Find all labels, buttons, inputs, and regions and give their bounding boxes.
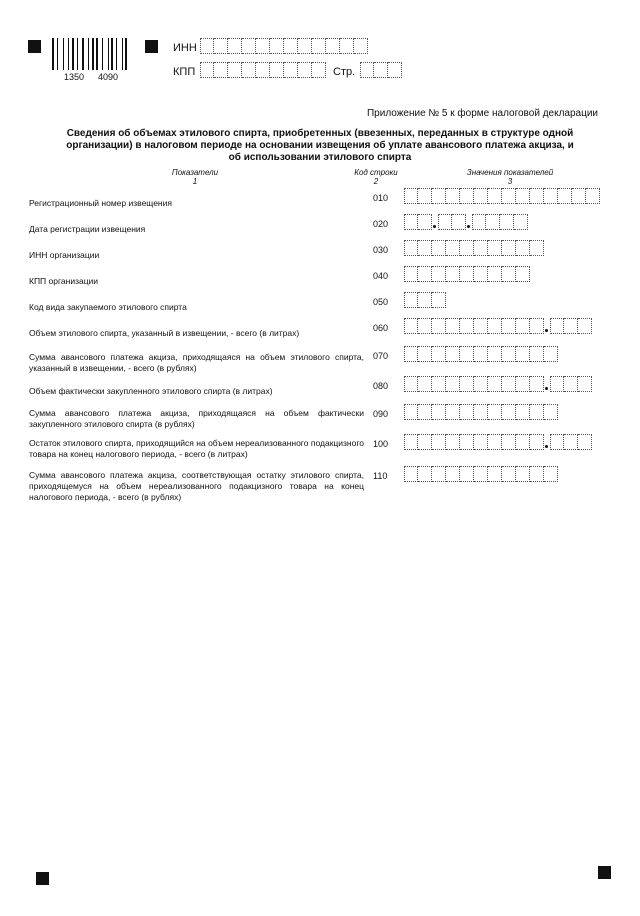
input-cell[interactable] <box>460 404 474 420</box>
input-cell[interactable] <box>472 214 486 230</box>
input-cell[interactable] <box>502 404 516 420</box>
page-number-field[interactable] <box>360 62 402 78</box>
input-cell[interactable] <box>418 466 432 482</box>
registration-marker-bottom-right <box>598 866 611 879</box>
inn-field[interactable] <box>200 38 368 54</box>
input-cell[interactable] <box>460 376 474 392</box>
input-cell[interactable] <box>460 188 474 204</box>
input-cell[interactable] <box>516 434 530 450</box>
row-label: ИНН организации <box>29 250 100 260</box>
input-cell[interactable] <box>446 466 460 482</box>
row-code: 020 <box>373 219 389 229</box>
registration-marker-bottom-left <box>36 872 49 885</box>
input-cell[interactable] <box>586 188 600 204</box>
input-cell[interactable] <box>530 434 544 450</box>
input-cell[interactable] <box>432 434 446 450</box>
page-label: Стр. <box>333 66 356 78</box>
input-cell[interactable] <box>502 240 516 256</box>
row-code: 080 <box>373 381 389 391</box>
input-cell[interactable] <box>270 38 284 54</box>
input-cell[interactable] <box>404 318 418 334</box>
row-code: 100 <box>373 439 389 449</box>
input-cell[interactable] <box>488 346 502 362</box>
input-cell[interactable] <box>432 266 446 282</box>
input-cell[interactable] <box>544 346 558 362</box>
input-cell[interactable] <box>572 188 586 204</box>
input-cell[interactable] <box>488 404 502 420</box>
input-cell[interactable] <box>404 266 418 282</box>
row-code: 070 <box>373 351 389 361</box>
row-code: 050 <box>373 297 389 307</box>
input-cell[interactable] <box>474 318 488 334</box>
column-header-values: Значения показателей 3 <box>466 168 554 186</box>
input-cell[interactable] <box>488 266 502 282</box>
input-cell[interactable] <box>432 188 446 204</box>
input-cell[interactable] <box>516 404 530 420</box>
input-cell[interactable] <box>516 266 530 282</box>
row-label: Сумма авансового платежа акциза, соответствующая остатку этилового спирта, приходящемуся на объем нереализованного подакцизного товара на конец налогового периода, - всего (в рублях) <box>29 470 364 502</box>
input-cell[interactable] <box>284 38 298 54</box>
input-cell[interactable] <box>578 434 592 450</box>
input-cell[interactable] <box>544 188 558 204</box>
input-cell[interactable] <box>530 466 544 482</box>
row-label: Объем фактически закупленного этилового спирта (в литрах) <box>29 386 273 396</box>
input-cell[interactable] <box>360 62 374 78</box>
input-cell[interactable] <box>418 434 432 450</box>
org-inn-field[interactable] <box>404 240 544 256</box>
notice-number-field[interactable] <box>404 188 600 204</box>
org-kpp-field[interactable] <box>404 266 530 282</box>
input-cell[interactable] <box>446 240 460 256</box>
row-code: 010 <box>373 193 389 203</box>
input-cell[interactable] <box>404 292 418 308</box>
row-code: 110 <box>373 471 388 481</box>
input-cell[interactable] <box>418 346 432 362</box>
row-label: Сумма авансового платежа акциза, приходящаяся на объем этилового спирта, указанный в извещении, - всего (в рублях) <box>29 352 364 373</box>
input-cell[interactable] <box>502 266 516 282</box>
column-header-code: Код строки 2 <box>354 168 398 186</box>
input-cell[interactable] <box>500 214 514 230</box>
input-cell[interactable] <box>200 38 214 54</box>
column-header-indicators: Показатели 1 <box>171 168 219 186</box>
decimal-separator <box>544 434 550 450</box>
input-cell[interactable] <box>516 240 530 256</box>
input-cell[interactable] <box>502 318 516 334</box>
actual-advance-payment-field[interactable] <box>404 404 558 420</box>
input-cell[interactable] <box>516 376 530 392</box>
inn-label: ИНН <box>173 42 197 54</box>
input-cell[interactable] <box>228 38 242 54</box>
input-cell[interactable] <box>474 404 488 420</box>
input-cell[interactable] <box>404 346 418 362</box>
input-cell[interactable] <box>452 214 466 230</box>
input-cell[interactable] <box>418 318 432 334</box>
row-label: КПП организации <box>29 276 99 286</box>
input-cell[interactable] <box>418 404 432 420</box>
input-cell[interactable] <box>446 266 460 282</box>
input-cell[interactable] <box>432 404 446 420</box>
row-label: Дата регистрации извещения <box>29 224 146 234</box>
input-cell[interactable] <box>516 318 530 334</box>
input-cell[interactable] <box>550 434 564 450</box>
input-cell[interactable] <box>460 318 474 334</box>
input-cell[interactable] <box>474 434 488 450</box>
input-cell[interactable] <box>298 62 312 78</box>
input-cell[interactable] <box>242 62 256 78</box>
input-cell[interactable] <box>474 266 488 282</box>
input-cell[interactable] <box>404 188 418 204</box>
registration-marker-top-right <box>145 40 158 53</box>
input-cell[interactable] <box>460 266 474 282</box>
input-cell[interactable] <box>564 434 578 450</box>
row-label: Сумма авансового платежа акциза, приходящаяся на объем фактически закупленного этилового спирта (в рублях) <box>29 408 364 429</box>
input-cell[interactable] <box>404 240 418 256</box>
input-cell[interactable] <box>564 318 578 334</box>
input-cell[interactable] <box>432 376 446 392</box>
input-cell[interactable] <box>474 188 488 204</box>
input-cell[interactable] <box>488 240 502 256</box>
input-cell[interactable] <box>242 38 256 54</box>
input-cell[interactable] <box>578 376 592 392</box>
input-cell[interactable] <box>474 346 488 362</box>
row-code: 060 <box>373 323 389 333</box>
decimal-separator <box>544 318 550 334</box>
input-cell[interactable] <box>544 466 558 482</box>
registration-marker-top-left <box>28 40 41 53</box>
input-cell[interactable] <box>502 346 516 362</box>
input-cell[interactable] <box>326 38 340 54</box>
input-cell[interactable] <box>530 376 544 392</box>
input-cell[interactable] <box>214 62 228 78</box>
input-cell[interactable] <box>474 376 488 392</box>
form-title: Сведения об объемах этилового спирта, приобретенных (ввезенных, переданных в структуре одной организации) в налоговом периоде на основании извещения об уплате авансового платежа акциза, и об использовании этилового спирта <box>66 128 574 163</box>
input-cell[interactable] <box>432 240 446 256</box>
input-cell[interactable] <box>388 62 402 78</box>
input-cell[interactable] <box>404 376 418 392</box>
input-cell[interactable] <box>502 466 516 482</box>
input-cell[interactable] <box>446 404 460 420</box>
input-cell[interactable] <box>564 376 578 392</box>
notice-volume-field[interactable] <box>404 318 592 334</box>
input-cell[interactable] <box>460 466 474 482</box>
input-cell[interactable] <box>530 404 544 420</box>
input-cell[interactable] <box>298 38 312 54</box>
input-cell[interactable] <box>354 38 368 54</box>
input-cell[interactable] <box>256 38 270 54</box>
decimal-separator <box>466 214 472 230</box>
row-label: Остаток этилового спирта, приходящийся на объем нереализованного подакцизного товара на конец налогового периода, - всего (в литрах) <box>29 438 364 459</box>
input-cell[interactable] <box>530 318 544 334</box>
input-cell[interactable] <box>214 38 228 54</box>
decimal-separator <box>432 214 438 230</box>
input-cell[interactable] <box>474 240 488 256</box>
row-label: Код вида закупаемого этилового спирта <box>29 302 187 312</box>
remainder-volume-field[interactable] <box>404 434 592 450</box>
barcode-number-left: 1350 <box>64 72 85 82</box>
input-cell[interactable] <box>432 466 446 482</box>
input-cell[interactable] <box>432 346 446 362</box>
input-cell[interactable] <box>530 346 544 362</box>
notice-advance-payment-field[interactable] <box>404 346 558 362</box>
input-cell[interactable] <box>516 188 530 204</box>
barcode-number-right: 4090 <box>98 72 119 82</box>
input-cell[interactable] <box>228 62 242 78</box>
input-cell[interactable] <box>284 62 298 78</box>
input-cell[interactable] <box>488 434 502 450</box>
input-cell[interactable] <box>432 318 446 334</box>
input-cell[interactable] <box>446 188 460 204</box>
input-cell[interactable] <box>578 318 592 334</box>
input-cell[interactable] <box>438 214 452 230</box>
decimal-separator <box>544 376 550 392</box>
input-cell[interactable] <box>418 214 432 230</box>
input-cell[interactable] <box>432 292 446 308</box>
appendix-caption: Приложение № 5 к форме налоговой декларации <box>366 108 598 119</box>
input-cell[interactable] <box>418 240 432 256</box>
input-cell[interactable] <box>502 188 516 204</box>
input-cell[interactable] <box>488 318 502 334</box>
input-cell[interactable] <box>256 62 270 78</box>
input-cell[interactable] <box>460 346 474 362</box>
input-cell[interactable] <box>418 266 432 282</box>
input-cell[interactable] <box>516 346 530 362</box>
input-cell[interactable] <box>530 240 544 256</box>
input-cell[interactable] <box>340 38 354 54</box>
input-cell[interactable] <box>312 38 326 54</box>
input-cell[interactable] <box>404 404 418 420</box>
kpp-label: КПП <box>173 66 196 78</box>
input-cell[interactable] <box>404 434 418 450</box>
input-cell[interactable] <box>418 188 432 204</box>
input-cell[interactable] <box>488 188 502 204</box>
input-cell[interactable] <box>418 292 432 308</box>
input-cell[interactable] <box>200 62 214 78</box>
row-code: 040 <box>373 271 389 281</box>
input-cell[interactable] <box>514 214 528 230</box>
input-cell[interactable] <box>374 62 388 78</box>
input-cell[interactable] <box>446 376 460 392</box>
input-cell[interactable] <box>474 466 488 482</box>
input-cell[interactable] <box>530 188 544 204</box>
input-cell[interactable] <box>488 376 502 392</box>
input-cell[interactable] <box>488 466 502 482</box>
input-cell[interactable] <box>550 318 564 334</box>
input-cell[interactable] <box>550 376 564 392</box>
input-cell[interactable] <box>270 62 284 78</box>
remainder-advance-payment-field[interactable] <box>404 466 558 482</box>
input-cell[interactable] <box>418 376 432 392</box>
row-label: Объем этилового спирта, указанный в извещении, - всего (в литрах) <box>29 328 300 338</box>
input-cell[interactable] <box>460 240 474 256</box>
input-cell[interactable] <box>460 434 474 450</box>
input-cell[interactable] <box>446 434 460 450</box>
input-cell[interactable] <box>446 318 460 334</box>
input-cell[interactable] <box>486 214 500 230</box>
row-code: 090 <box>373 409 389 419</box>
kpp-field[interactable] <box>200 62 326 78</box>
spirit-type-code-field[interactable] <box>404 292 446 308</box>
barcode-image <box>52 38 132 70</box>
input-cell[interactable] <box>312 62 326 78</box>
input-cell[interactable] <box>558 188 572 204</box>
actual-volume-field[interactable] <box>404 376 592 392</box>
input-cell[interactable] <box>404 214 418 230</box>
input-cell[interactable] <box>544 404 558 420</box>
input-cell[interactable] <box>502 434 516 450</box>
row-label: Регистрационный номер извещения <box>29 198 172 208</box>
input-cell[interactable] <box>404 466 418 482</box>
notice-date-field[interactable] <box>404 214 528 230</box>
input-cell[interactable] <box>446 346 460 362</box>
input-cell[interactable] <box>516 466 530 482</box>
input-cell[interactable] <box>502 376 516 392</box>
row-code: 030 <box>373 245 389 255</box>
